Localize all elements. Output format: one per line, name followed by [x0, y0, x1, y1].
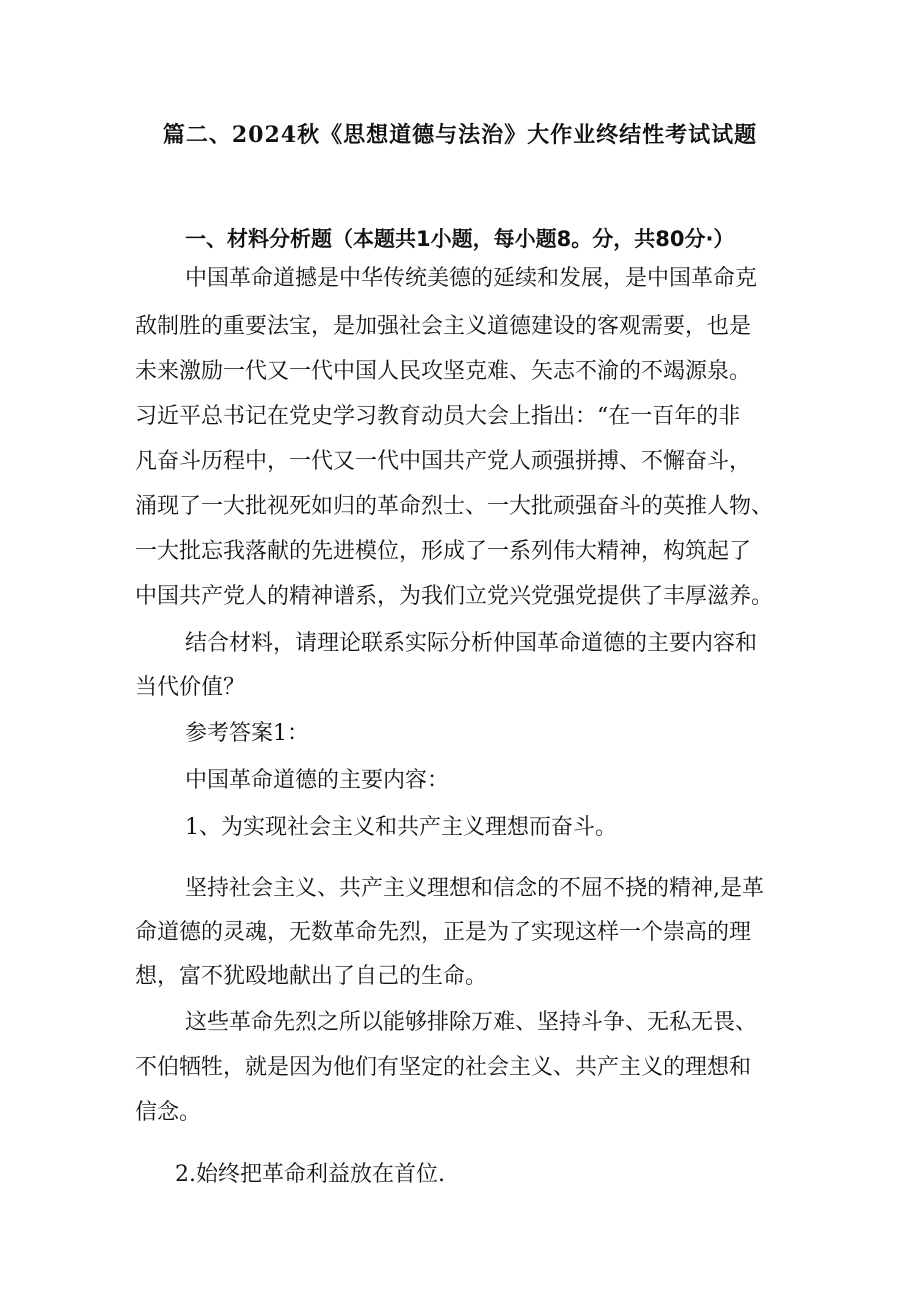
- section-heading: 一、材料分析题（本题共1小题，每小题8。分，共80分·）: [185, 227, 735, 251]
- material-line: 习近平总书记在党史学习教育动员大会上指出：“在一百年的非: [135, 404, 741, 429]
- point-1-paragraph-line: 这些革命先烈之所以能够排除万难、坚持斗争、无私无畏、: [185, 1010, 758, 1035]
- material-line: 未来激励一代又一代中国人民攻坚克难、矢志不渝的不竭源泉。: [135, 359, 752, 384]
- point-2-heading: 2.始终把革命利益放在首位.: [175, 1162, 445, 1187]
- point-1-paragraph-line: 坚持社会主义、共产主义理想和信念的不屈不挠的精神,是革: [185, 876, 764, 901]
- material-line: 中国共产党人的精神谱系，为我们立党兴党强党提供了丰厚滋养。: [135, 584, 774, 609]
- document-title: 篇二、2024秋《思想道德与法治》大作业终结性考试试题: [162, 122, 758, 148]
- point-1-paragraph-line: 想，富不犹殴地献出了自己的生命。: [135, 964, 488, 989]
- material-line: 涌现了一大批视死如归的革命烈士、一大批顽强奋斗的英推人物、: [135, 494, 774, 519]
- material-line: 一大批忘我落献的先进模位，形成了一系列伟大精神，构筑起了: [135, 539, 752, 564]
- answer-intro: 中国革命道德的主要内容：: [185, 768, 450, 793]
- point-1-paragraph-line: 命道德的灵魂，无数革命先烈，正是为了实现这样一个崇高的理: [135, 920, 752, 945]
- point-1-heading: 1、为实现社会主义和共产主义理想而奋斗。: [185, 815, 617, 840]
- question-line: 当代价值？: [135, 675, 246, 700]
- question-line: 结合材料，请理论联系实际分析仲国革命道德的主要内容和: [185, 631, 758, 656]
- material-line: 中国革命道撼是中华传统美德的延续和发展，是中国革命克: [185, 266, 758, 291]
- point-1-paragraph-line: 不伯牺牲，就是因为他们有坚定的社会主义、共产主义的理想和: [135, 1055, 752, 1080]
- material-line: 敌制胜的重要法宝，是加强社会主义道德建设的客观需要，也是: [135, 314, 752, 339]
- point-1-paragraph-line: 信念。: [135, 1100, 202, 1125]
- answer-label: 参考答案1：: [185, 721, 309, 746]
- material-line: 凡奋斗历程中，一代又一代中国共产党人顽强拼搏、不懈奋斗，: [135, 449, 752, 474]
